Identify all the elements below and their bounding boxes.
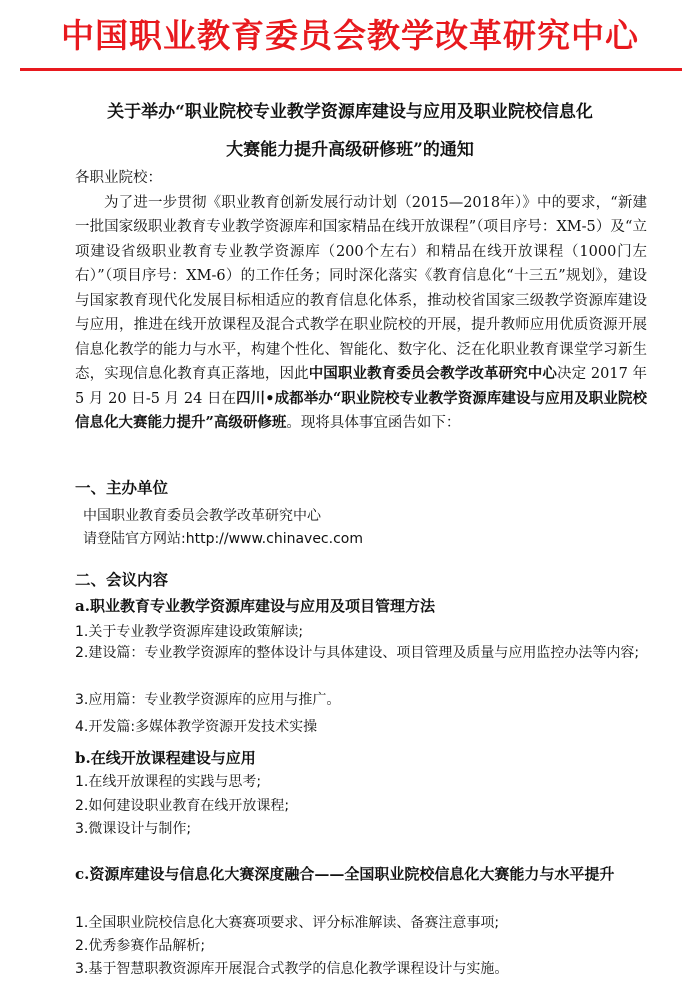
section2c-item-3: 3.基于智慧职教资源库开展混合式教学的信息化教学课程设计与实施。 <box>75 961 509 977</box>
section2c-item-2: 2.优秀参赛作品解析; <box>75 938 206 954</box>
section2b-item-1: 1.在线开放课程的实践与思考; <box>75 774 262 790</box>
section2b-item-2: 2.如何建设职业教育在线开放课程; <box>75 798 290 814</box>
section2c-item-1: 1.全国职业院校信息化大赛赛项要求、评分标准解读、备赛注意事项; <box>75 915 500 931</box>
section1-website: 请登陆官方网站:http://www.chinavec.com <box>83 531 363 547</box>
letterhead-title: 中国职业教育委员会教学改革研究中心 <box>61 16 639 55</box>
notice-title <box>40 93 660 169</box>
notice-body <box>75 166 647 436</box>
intro-text-1: 为了进一步贯彻《职业教育创新发展行动计划（2015—2018年）》中的要求，“新建一批国家级职业教育专业教学资源库和国家精品在线开放课程”（项目序号：XM-5）及“立项建设省级职业教育专业教学资源库（200个左右）和精品在线开放课程（1000门左右）”（项目序号：XM-6）的工作任务；同时深化落实《教育信息化“十三五”规划》，建设与国家教育现代化发展目标相适应的教育信息化体系，推动校省国家三级教学资源库建设与应用，推进在线开放课程及混合式教学在职业院校的开展，提升教师应用优质资源开展信息化教学的能力与水平，构建个性化、智能化、数字化、泛在化职业教育课堂学习新生态，实现信息化教育真正落地，因此 <box>75 194 647 382</box>
intro-org-bold: 中国职业教育委员会教学改革研究中心 <box>308 365 557 382</box>
intro-text-2: 决定 2017 年 5 月 20 日-5 月 24 日在 <box>75 366 648 407</box>
section2a-item-1: 1.关于专业教学资源库建设政策解读; <box>75 624 304 640</box>
section2-heading: 二、会议内容 <box>75 570 169 589</box>
section1-heading: 一、主办单位 <box>75 478 169 497</box>
salutation: 各职业院校： <box>75 170 162 186</box>
section2a-item-4: 4.开发篇:多媒体教学资源开发技术实操 <box>75 719 318 735</box>
section2c-heading: c.资源库建设与信息化大赛深度融合——全国职业院校信息化大赛能力与水平提升 <box>75 865 615 883</box>
intro-text-3: 。现将具体事宜函告如下： <box>286 415 461 431</box>
notice-title-line1: 关于举办“职业院校专业教学资源库建设与应用及职业院校信息化 <box>107 102 593 122</box>
section2a-item-3: 3.应用篇：专业教学资源库的应用与推广。 <box>75 692 341 708</box>
intro-paragraph <box>75 191 647 436</box>
section2a-heading: a.职业教育专业教学资源库建设与应用及项目管理方法 <box>75 597 435 615</box>
intro-place-bold: 四川•成都举办“职业院校专业教学资源库建设与应用及职业院校信息化大赛能力提升”高级研修班 <box>75 389 647 431</box>
notice-title-line2: 大赛能力提升高级研修班”的通知 <box>226 140 474 160</box>
section2a-item-2: 2.建设篇：专业教学资源库的整体设计与具体建设、项目管理及质量与应用监控办法等内容; <box>75 645 640 661</box>
section1-org: 中国职业教育委员会教学改革研究中心 <box>83 508 321 524</box>
section2b-item-3: 3.微课设计与制作; <box>75 821 192 837</box>
letterhead-rule <box>20 68 682 71</box>
section2b-heading: b.在线开放课程建设与应用 <box>75 749 256 767</box>
